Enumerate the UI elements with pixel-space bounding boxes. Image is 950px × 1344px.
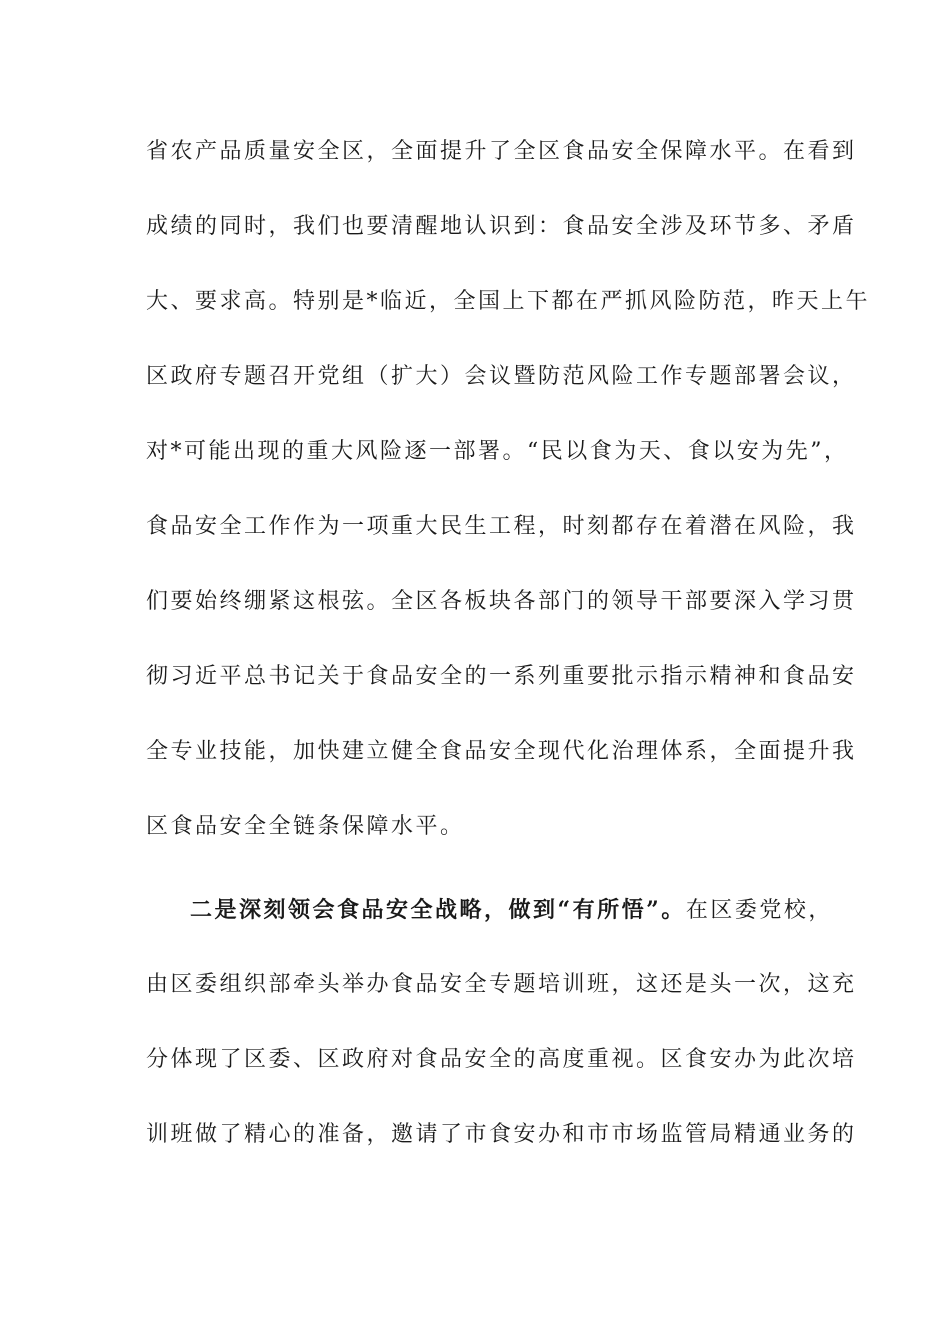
paragraph-1-line-6: 食品安全工作作为一项重大民生工程，时刻都存在着潜在风险，我 (146, 514, 857, 539)
paragraph-1-line-9: 全专业技能，加快建立健全食品安全现代化治理体系，全面提升我 (146, 739, 857, 764)
paragraph-1-line-10: 区食品安全全链条保障水平。 (146, 814, 465, 839)
paragraph-1-line-2: 成绩的同时，我们也要清醒地认识到：食品安全涉及环节多、矛盾 (146, 214, 857, 239)
paragraph-1-line-3: 大、要求高。特别是*临近，全国上下都在严抓风险防范，昨天上午 (146, 289, 871, 314)
paragraph-1-line-4: 区政府专题召开党组（扩大）会议暨防范风险工作专题部署会议， (146, 364, 857, 389)
paragraph-2-line-3: 分体现了区委、区政府对食品安全的高度重视。区食安办为此次培 (146, 1047, 857, 1072)
paragraph-2-heading: 二是深刻领会食品安全战略，做到“有所悟”。 (190, 897, 686, 923)
paragraph-2-line-2: 由区委组织部牵头举办食品安全专题培训班，这还是头一次，这充 (146, 972, 857, 997)
paragraph-1-line-1: 省农产品质量安全区，全面提升了全区食品安全保障水平。在看到 (146, 139, 857, 164)
paragraph-1-line-8: 彻习近平总书记关于食品安全的一系列重要批示指示精神和食品安 (146, 664, 857, 689)
paragraph-2-line-1 (190, 890, 860, 930)
paragraph-2-line-4: 训班做了精心的准备，邀请了市食安办和市市场监管局精通业务的 (146, 1122, 857, 1147)
paragraph-1-line-5: 对*可能出现的重大风险逐一部署。“民以食为天、食以安为先”， (146, 439, 849, 464)
paragraph-1-line-7: 们要始终绷紧这根弦。全区各板块各部门的领导干部要深入学习贯 (146, 589, 857, 614)
paragraph-2-first-line-rest: 在区委党校， (685, 898, 833, 923)
